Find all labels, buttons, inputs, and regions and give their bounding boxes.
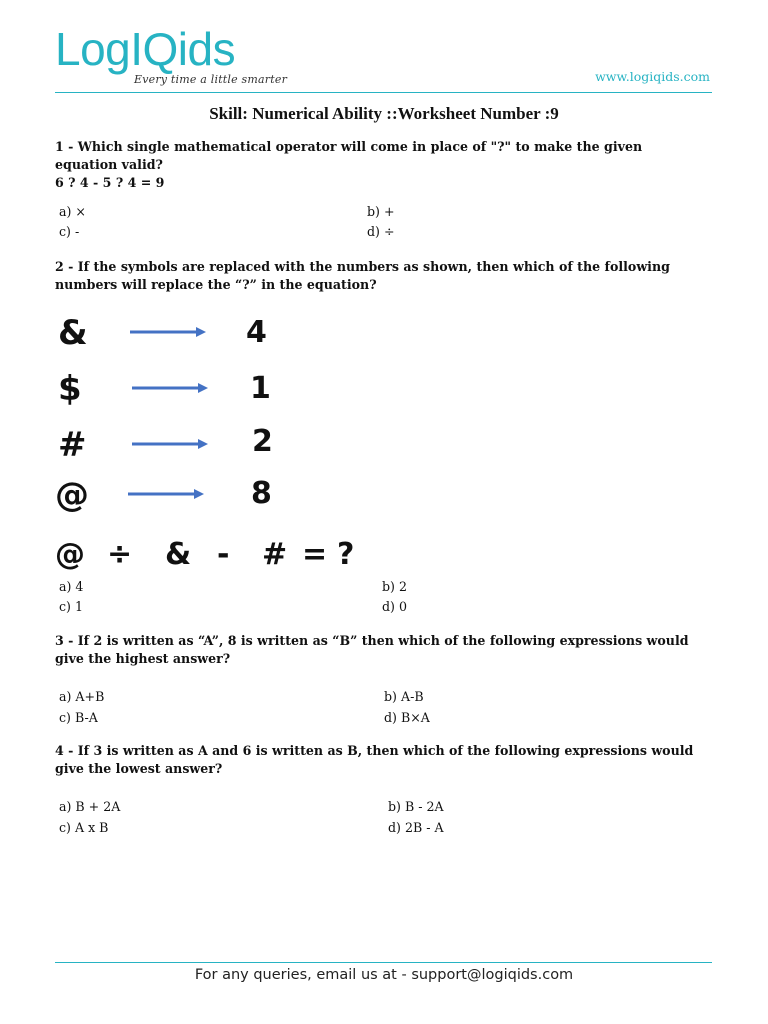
mapping-arrows: [120, 318, 215, 508]
option-a[interactable]: a) ×: [59, 204, 86, 219]
question-text-line: 4 - If 3 is written as A and 6 is written as B, then which of the following expressions would: [55, 743, 694, 758]
footer-divider: [55, 962, 712, 963]
number-1: 1: [250, 371, 271, 406]
number-4: 4: [246, 315, 267, 350]
option-b[interactable]: b) 2: [382, 579, 407, 594]
option-a[interactable]: a) B + 2A: [59, 799, 121, 814]
question-4: [55, 742, 715, 778]
question-3: [55, 632, 715, 668]
question-text-line: 6 ? 4 - 5 ? 4 = 9: [55, 175, 165, 190]
question-text-line: give the lowest answer?: [55, 761, 223, 776]
question-text-line: 2 - If the symbols are replaced with the numbers as shown, then which of the following: [55, 259, 670, 274]
equation-token: =: [302, 537, 328, 572]
question-2: [55, 258, 715, 294]
option-d[interactable]: d) B×A: [384, 710, 430, 725]
arrow-icon: [132, 439, 208, 449]
page-title: Skill: Numerical Ability ::Worksheet Number :9: [209, 104, 559, 123]
number-2: 2: [252, 424, 273, 459]
symbol-ampersand: &: [58, 313, 88, 353]
symbol-dollar: $: [58, 369, 82, 409]
equation-token: ÷: [107, 537, 133, 572]
option-a[interactable]: a) 4: [59, 579, 84, 594]
question-text-line: 1 - Which single mathematical operator will come in place of "?" to make the given: [55, 139, 643, 154]
option-b[interactable]: b) +: [367, 204, 395, 219]
option-a[interactable]: a) A+B: [59, 689, 105, 704]
option-d[interactable]: d) 0: [382, 599, 407, 614]
option-c[interactable]: c) 1: [59, 599, 83, 614]
tagline: Every time a little smarter: [134, 73, 288, 86]
symbol-equation: [55, 537, 367, 572]
equation-token: -: [217, 537, 230, 572]
symbol-hash: #: [58, 425, 87, 465]
equation-token: &: [165, 537, 192, 572]
website-link[interactable]: www.logiqids.com: [595, 69, 710, 84]
equation-token: #: [262, 537, 288, 572]
option-b[interactable]: b) A-B: [384, 689, 424, 704]
option-c[interactable]: c) -: [59, 224, 80, 239]
option-c[interactable]: c) A x B: [59, 820, 109, 835]
option-b[interactable]: b) B - 2A: [388, 799, 444, 814]
symbol-at: @: [55, 475, 89, 515]
logo: LogIQids: [55, 23, 236, 75]
option-d[interactable]: d) 2B - A: [388, 820, 444, 835]
option-d[interactable]: d) ÷: [367, 224, 395, 239]
arrow-icon: [132, 383, 208, 393]
number-8: 8: [251, 476, 272, 511]
question-text-line: give the highest answer?: [55, 651, 231, 666]
question-text-line: 3 - If 2 is written as “A”, 8 is written as “B” then which of the following expressions would: [55, 633, 689, 648]
footer-text: For any queries, email us at - support@logiqids.com: [194, 967, 574, 983]
option-c[interactable]: c) B-A: [59, 710, 98, 725]
header-divider: [55, 92, 712, 93]
question-text-line: equation valid?: [55, 157, 163, 172]
equation-token: ?: [337, 537, 355, 572]
arrow-icon: [128, 489, 204, 499]
equation-token: @: [55, 537, 85, 572]
question-1: [55, 138, 715, 192]
question-text-line: numbers will replace the “?” in the equation?: [55, 277, 377, 292]
arrow-icon: [130, 327, 206, 337]
